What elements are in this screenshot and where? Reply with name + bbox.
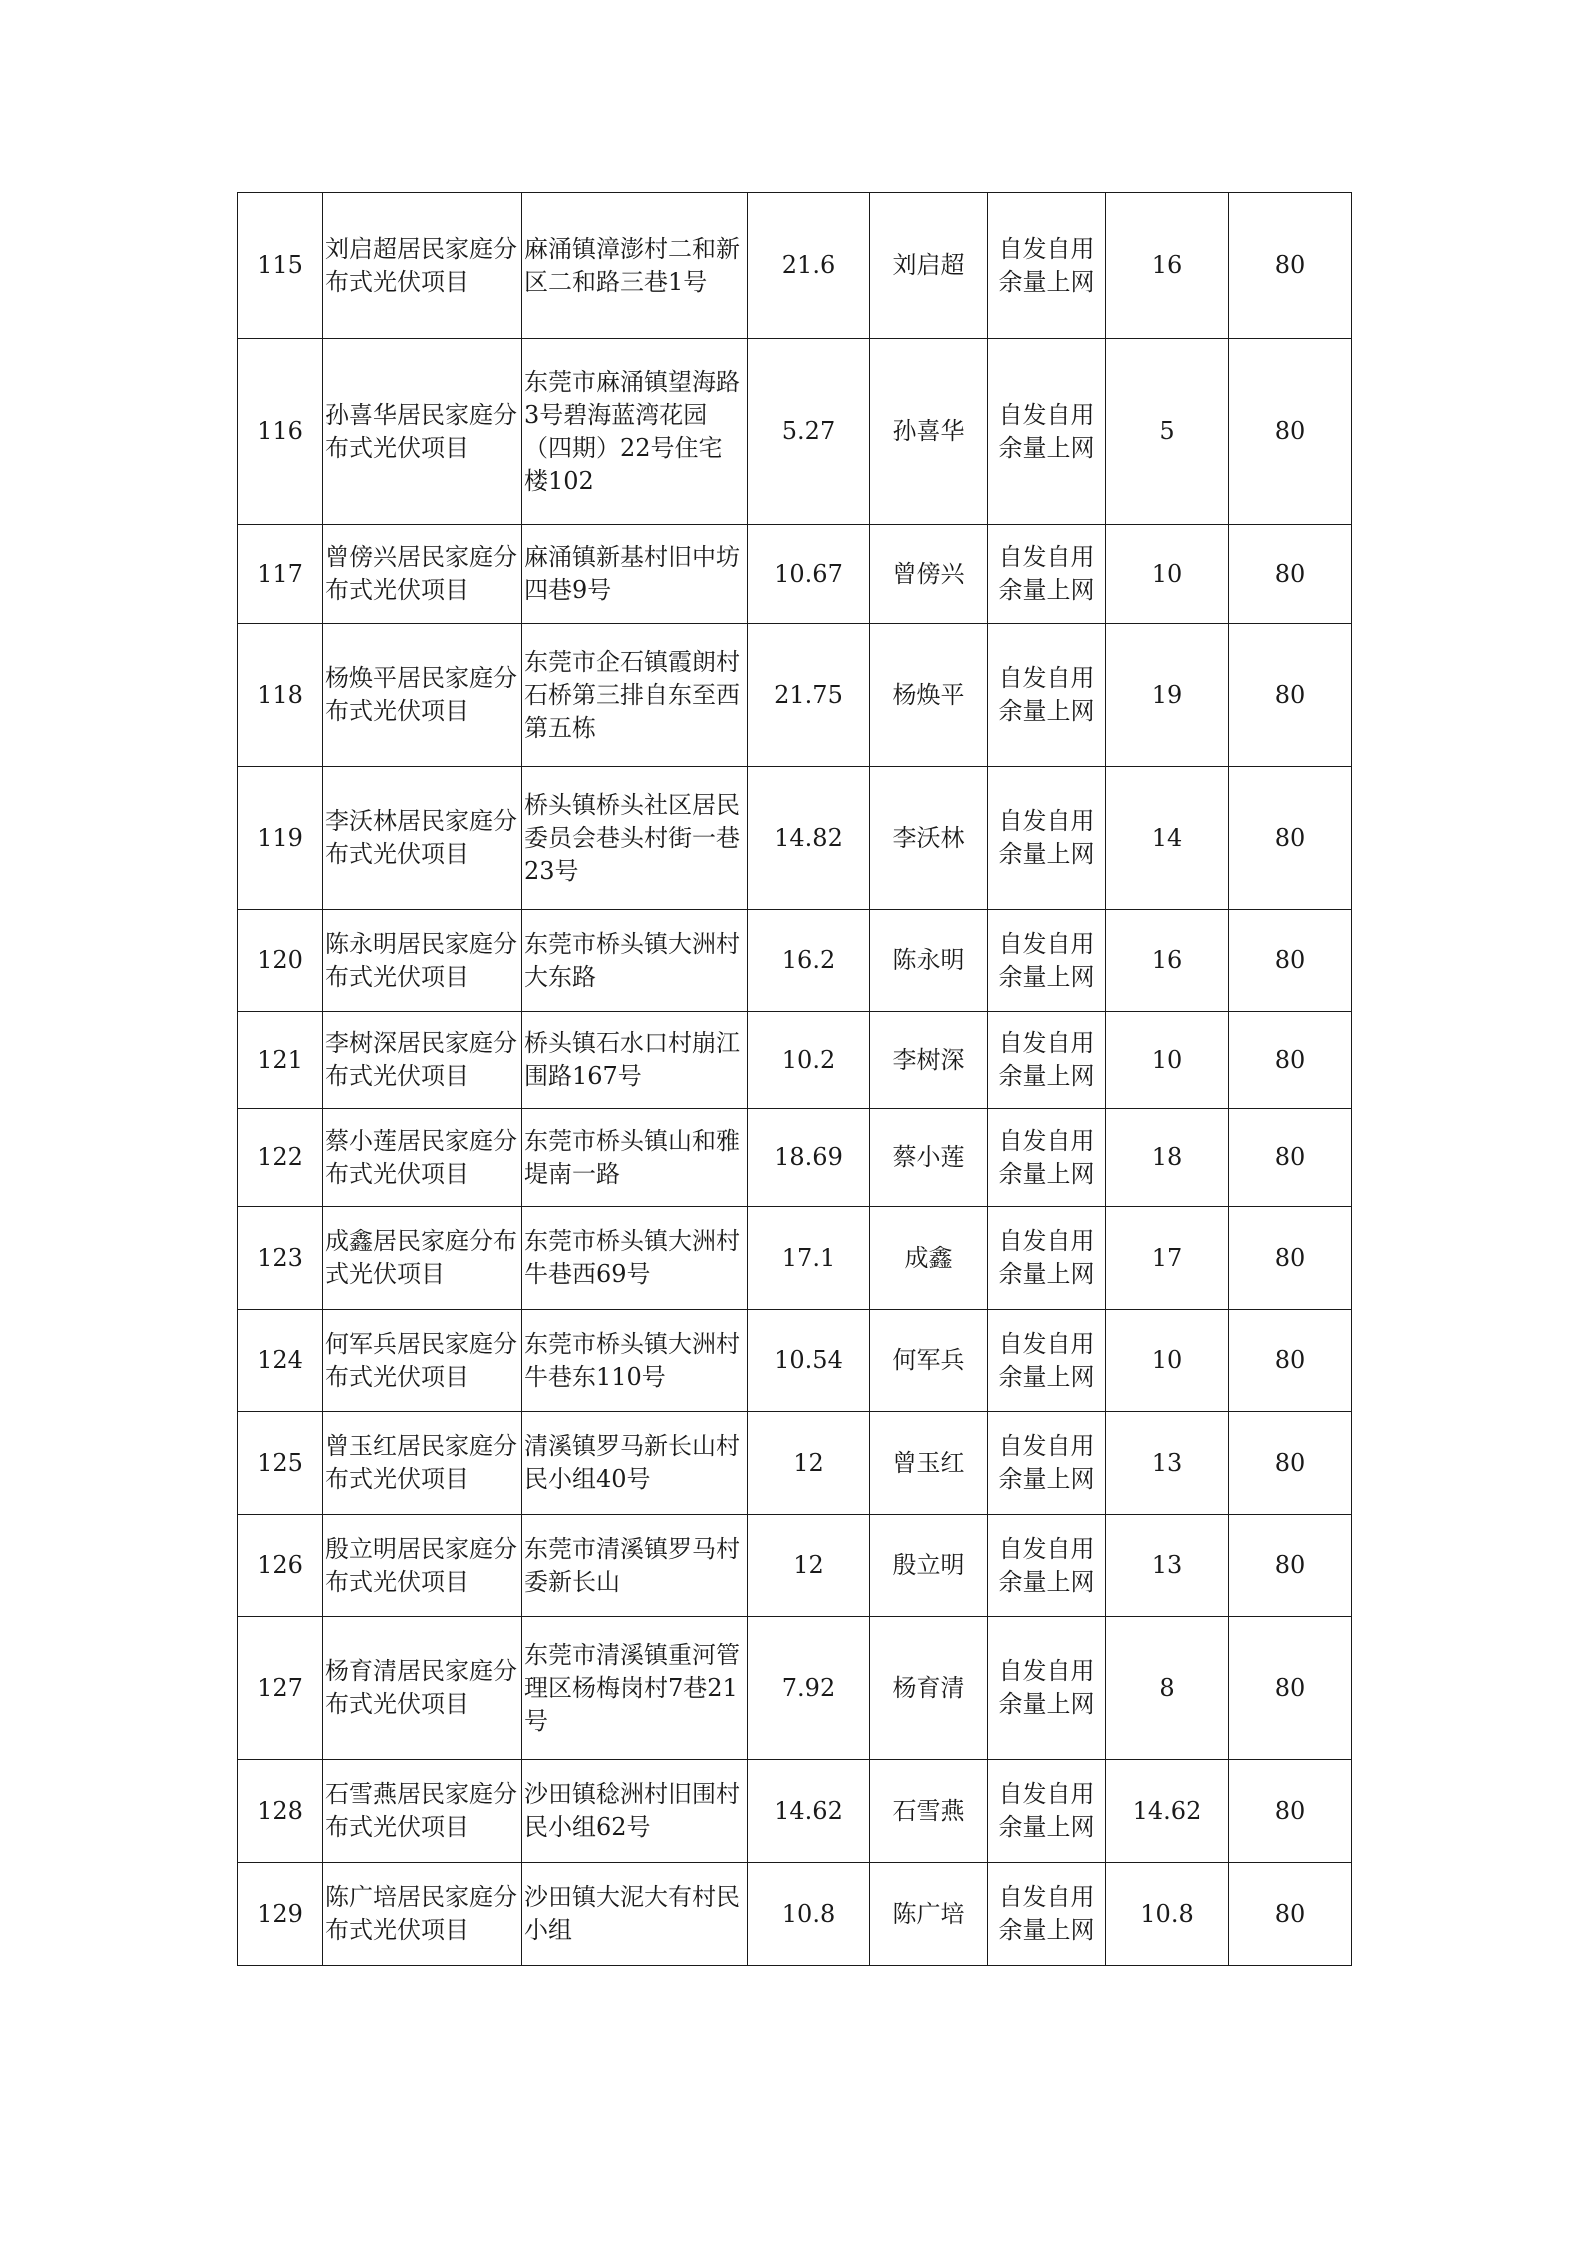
table-row <box>238 767 1352 910</box>
price-value: 80 <box>1229 193 1352 339</box>
project-name: 陈广培居民家庭分布式光伏项目 <box>323 1863 522 1966</box>
installed-capacity: 18.69 <box>748 1109 870 1207</box>
installed-capacity: 14.62 <box>748 1760 870 1863</box>
area-value: 17 <box>1106 1207 1229 1310</box>
row-number: 125 <box>238 1412 323 1515</box>
area-value: 13 <box>1106 1412 1229 1515</box>
project-name: 李树深居民家庭分布式光伏项目 <box>323 1012 522 1109</box>
row-number: 124 <box>238 1310 323 1412</box>
table-row <box>238 1617 1352 1760</box>
row-number: 117 <box>238 525 323 624</box>
project-address: 东莞市桥头镇山和雅堤南一路 <box>522 1109 748 1207</box>
price-value: 80 <box>1229 1310 1352 1412</box>
project-name: 成鑫居民家庭分布式光伏项目 <box>323 1207 522 1310</box>
project-address: 麻涌镇新基村旧中坊四巷9号 <box>522 525 748 624</box>
table-row <box>238 193 1352 339</box>
project-address: 桥头镇桥头社区居民委员会巷头村街一巷23号 <box>522 767 748 910</box>
price-value: 80 <box>1229 1760 1352 1863</box>
area-value: 10.8 <box>1106 1863 1229 1966</box>
row-number: 122 <box>238 1109 323 1207</box>
project-address: 沙田镇大泥大有村民小组 <box>522 1863 748 1966</box>
table-row <box>238 1760 1352 1863</box>
grid-mode: 自发自用余量上网 <box>988 339 1106 525</box>
owner-name: 石雪燕 <box>870 1760 988 1863</box>
grid-mode: 自发自用余量上网 <box>988 193 1106 339</box>
project-name: 石雪燕居民家庭分布式光伏项目 <box>323 1760 522 1863</box>
price-value: 80 <box>1229 910 1352 1012</box>
project-address: 东莞市清溪镇罗马村委新长山 <box>522 1515 748 1617</box>
row-number: 121 <box>238 1012 323 1109</box>
project-address: 沙田镇稔洲村旧围村民小组62号 <box>522 1760 748 1863</box>
installed-capacity: 16.2 <box>748 910 870 1012</box>
grid-mode: 自发自用余量上网 <box>988 1109 1106 1207</box>
project-name: 孙喜华居民家庭分布式光伏项目 <box>323 339 522 525</box>
installed-capacity: 14.82 <box>748 767 870 910</box>
installed-capacity: 10.8 <box>748 1863 870 1966</box>
area-value: 19 <box>1106 624 1229 767</box>
price-value: 80 <box>1229 1207 1352 1310</box>
area-value: 10 <box>1106 1310 1229 1412</box>
table-row <box>238 624 1352 767</box>
project-address: 东莞市桥头镇大洲村牛巷西69号 <box>522 1207 748 1310</box>
table-row <box>238 1863 1352 1966</box>
owner-name: 陈广培 <box>870 1863 988 1966</box>
owner-name: 李树深 <box>870 1012 988 1109</box>
row-number: 128 <box>238 1760 323 1863</box>
price-value: 80 <box>1229 767 1352 910</box>
price-value: 80 <box>1229 1617 1352 1760</box>
installed-capacity: 21.75 <box>748 624 870 767</box>
area-value: 10 <box>1106 525 1229 624</box>
installed-capacity: 12 <box>748 1515 870 1617</box>
installed-capacity: 7.92 <box>748 1617 870 1760</box>
grid-mode: 自发自用余量上网 <box>988 1207 1106 1310</box>
price-value: 80 <box>1229 624 1352 767</box>
project-address: 东莞市麻涌镇望海路3号碧海蓝湾花园（四期）22号住宅楼102 <box>522 339 748 525</box>
area-value: 14.62 <box>1106 1760 1229 1863</box>
project-name: 李沃林居民家庭分布式光伏项目 <box>323 767 522 910</box>
table-row <box>238 1515 1352 1617</box>
grid-mode: 自发自用余量上网 <box>988 525 1106 624</box>
installed-capacity: 10.54 <box>748 1310 870 1412</box>
table-row <box>238 1412 1352 1515</box>
owner-name: 陈永明 <box>870 910 988 1012</box>
owner-name: 杨焕平 <box>870 624 988 767</box>
grid-mode: 自发自用余量上网 <box>988 1012 1106 1109</box>
row-number: 119 <box>238 767 323 910</box>
area-value: 5 <box>1106 339 1229 525</box>
grid-mode: 自发自用余量上网 <box>988 624 1106 767</box>
installed-capacity: 10.2 <box>748 1012 870 1109</box>
table-row <box>238 910 1352 1012</box>
installed-capacity: 5.27 <box>748 339 870 525</box>
table-row <box>238 1109 1352 1207</box>
project-address: 东莞市桥头镇大洲村牛巷东110号 <box>522 1310 748 1412</box>
grid-mode: 自发自用余量上网 <box>988 1760 1106 1863</box>
owner-name: 曾玉红 <box>870 1412 988 1515</box>
table-row <box>238 1310 1352 1412</box>
project-address: 东莞市企石镇霞朗村石桥第三排自东至西第五栋 <box>522 624 748 767</box>
grid-mode: 自发自用余量上网 <box>988 1617 1106 1760</box>
pv-project-table <box>237 192 1352 1966</box>
project-name: 何军兵居民家庭分布式光伏项目 <box>323 1310 522 1412</box>
installed-capacity: 10.67 <box>748 525 870 624</box>
installed-capacity: 12 <box>748 1412 870 1515</box>
row-number: 116 <box>238 339 323 525</box>
row-number: 127 <box>238 1617 323 1760</box>
project-address: 桥头镇石水口村崩江围路167号 <box>522 1012 748 1109</box>
area-value: 16 <box>1106 193 1229 339</box>
table-row <box>238 1207 1352 1310</box>
project-address: 清溪镇罗马新长山村民小组40号 <box>522 1412 748 1515</box>
grid-mode: 自发自用余量上网 <box>988 1515 1106 1617</box>
owner-name: 成鑫 <box>870 1207 988 1310</box>
price-value: 80 <box>1229 1515 1352 1617</box>
price-value: 80 <box>1229 1012 1352 1109</box>
area-value: 16 <box>1106 910 1229 1012</box>
table-body <box>238 193 1352 1966</box>
project-name: 殷立明居民家庭分布式光伏项目 <box>323 1515 522 1617</box>
price-value: 80 <box>1229 1412 1352 1515</box>
area-value: 14 <box>1106 767 1229 910</box>
project-name: 曾玉红居民家庭分布式光伏项目 <box>323 1412 522 1515</box>
owner-name: 孙喜华 <box>870 339 988 525</box>
owner-name: 刘启超 <box>870 193 988 339</box>
row-number: 126 <box>238 1515 323 1617</box>
grid-mode: 自发自用余量上网 <box>988 1310 1106 1412</box>
owner-name: 杨育清 <box>870 1617 988 1760</box>
area-value: 13 <box>1106 1515 1229 1617</box>
grid-mode: 自发自用余量上网 <box>988 1863 1106 1966</box>
project-address: 麻涌镇漳澎村二和新区二和路三巷1号 <box>522 193 748 339</box>
price-value: 80 <box>1229 1109 1352 1207</box>
project-name: 蔡小莲居民家庭分布式光伏项目 <box>323 1109 522 1207</box>
price-value: 80 <box>1229 339 1352 525</box>
table-row <box>238 339 1352 525</box>
row-number: 129 <box>238 1863 323 1966</box>
owner-name: 何军兵 <box>870 1310 988 1412</box>
owner-name: 李沃林 <box>870 767 988 910</box>
project-name: 曾傍兴居民家庭分布式光伏项目 <box>323 525 522 624</box>
installed-capacity: 17.1 <box>748 1207 870 1310</box>
area-value: 8 <box>1106 1617 1229 1760</box>
grid-mode: 自发自用余量上网 <box>988 767 1106 910</box>
installed-capacity: 21.6 <box>748 193 870 339</box>
owner-name: 殷立明 <box>870 1515 988 1617</box>
table-row <box>238 1012 1352 1109</box>
area-value: 18 <box>1106 1109 1229 1207</box>
price-value: 80 <box>1229 1863 1352 1966</box>
area-value: 10 <box>1106 1012 1229 1109</box>
row-number: 115 <box>238 193 323 339</box>
price-value: 80 <box>1229 525 1352 624</box>
project-name: 杨育清居民家庭分布式光伏项目 <box>323 1617 522 1760</box>
row-number: 118 <box>238 624 323 767</box>
row-number: 120 <box>238 910 323 1012</box>
owner-name: 蔡小莲 <box>870 1109 988 1207</box>
grid-mode: 自发自用余量上网 <box>988 910 1106 1012</box>
grid-mode: 自发自用余量上网 <box>988 1412 1106 1515</box>
project-name: 杨焕平居民家庭分布式光伏项目 <box>323 624 522 767</box>
project-address: 东莞市清溪镇重河管理区杨梅岗村7巷21号 <box>522 1617 748 1760</box>
table-row <box>238 525 1352 624</box>
project-address: 东莞市桥头镇大洲村大东路 <box>522 910 748 1012</box>
row-number: 123 <box>238 1207 323 1310</box>
owner-name: 曾傍兴 <box>870 525 988 624</box>
project-name: 刘启超居民家庭分布式光伏项目 <box>323 193 522 339</box>
project-name: 陈永明居民家庭分布式光伏项目 <box>323 910 522 1012</box>
